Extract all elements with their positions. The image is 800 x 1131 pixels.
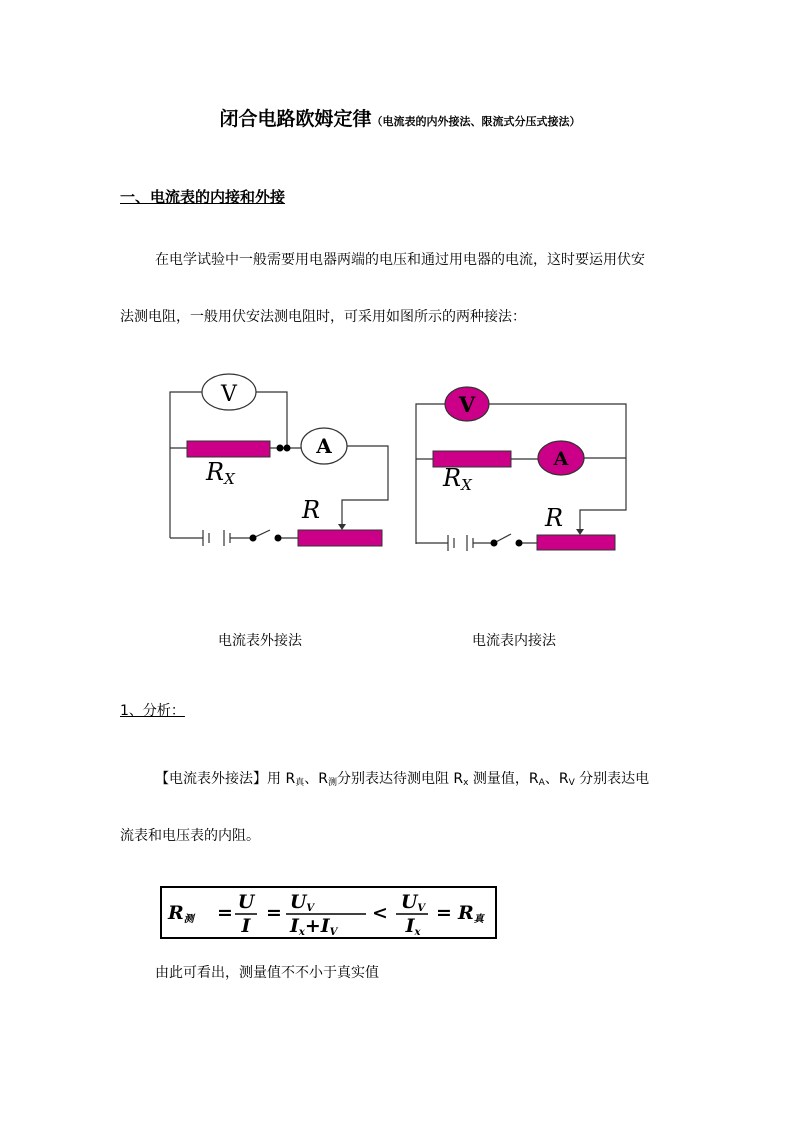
paragraph-line-1: 在电学试验中一般需要用电器两端的电压和通过用电器的电流，这时要运用伏安 — [155, 252, 645, 268]
switch-contact — [516, 540, 523, 547]
svg-text:UV: UV — [289, 891, 315, 914]
rx-label: RX — [206, 458, 235, 488]
battery-icon — [203, 530, 230, 546]
page-title — [0, 104, 800, 131]
resistor-rx — [187, 441, 270, 457]
svg-text:<: < — [372, 902, 388, 924]
svg-text:=: = — [217, 902, 233, 924]
rx-label: RX — [443, 464, 472, 494]
svg-text:UV: UV — [400, 891, 426, 914]
svg-text:Ix: Ix — [405, 915, 421, 937]
voltmeter-label: V — [221, 382, 237, 407]
analysis-heading: 1、分析： — [120, 703, 185, 719]
voltmeter-label: V — [458, 392, 476, 417]
svg-text:Ix+IV: Ix+IV — [290, 915, 338, 937]
ammeter-label: A — [316, 434, 332, 458]
svg-text:=: = — [266, 902, 282, 924]
slider-arrow-icon — [338, 524, 346, 530]
svg-text:U: U — [237, 891, 255, 913]
title-subtitle: （电流表的内外接法、限流式分压式接法） — [371, 115, 581, 128]
svg-text:I: I — [241, 915, 251, 937]
junction-dot — [277, 445, 284, 452]
caption-external: 电流表外接法 — [218, 633, 302, 649]
switch-contact — [491, 540, 498, 547]
section-heading: 一、电流表的内接和外接 — [120, 188, 286, 206]
caption-internal: 电流表内接法 — [472, 633, 556, 649]
circuit-internal — [405, 370, 635, 570]
rheostat-label: R — [545, 504, 564, 532]
title-main: 闭合电路欧姆定律 — [219, 108, 372, 130]
rheostat-r — [298, 530, 382, 546]
circuit-external — [160, 360, 390, 560]
battery-icon — [448, 535, 473, 551]
analysis-line-1: 【电流表外接法】用 $R_真$、$R_测$分别表达待测电阻 $R_x$ 测量值，$R_A$、$R_V$ 分别表达电 — [155, 771, 650, 788]
svg-text:R测: R测 — [168, 902, 194, 925]
formula-box — [160, 886, 497, 939]
ammeter-label: A — [553, 448, 569, 470]
junction-dot — [284, 445, 291, 452]
switch-contact — [275, 535, 282, 542]
conclusion-text: 由此可看出，测量值不不小于真实值 — [155, 965, 379, 981]
switch-contact — [250, 535, 257, 542]
slider-arrow-icon — [576, 529, 584, 535]
rheostat-label: R — [302, 496, 321, 524]
svg-text:=: = — [436, 902, 452, 924]
analysis-line-2: 流表和电压表的内阻。 — [120, 828, 260, 844]
formula — [162, 888, 495, 937]
rheostat-r — [537, 535, 615, 550]
paragraph-line-2: 法测电阻，一般用伏安法测电阻时，可采用如图所示的两种接法： — [120, 309, 526, 325]
svg-text:R真: R真 — [458, 902, 484, 925]
